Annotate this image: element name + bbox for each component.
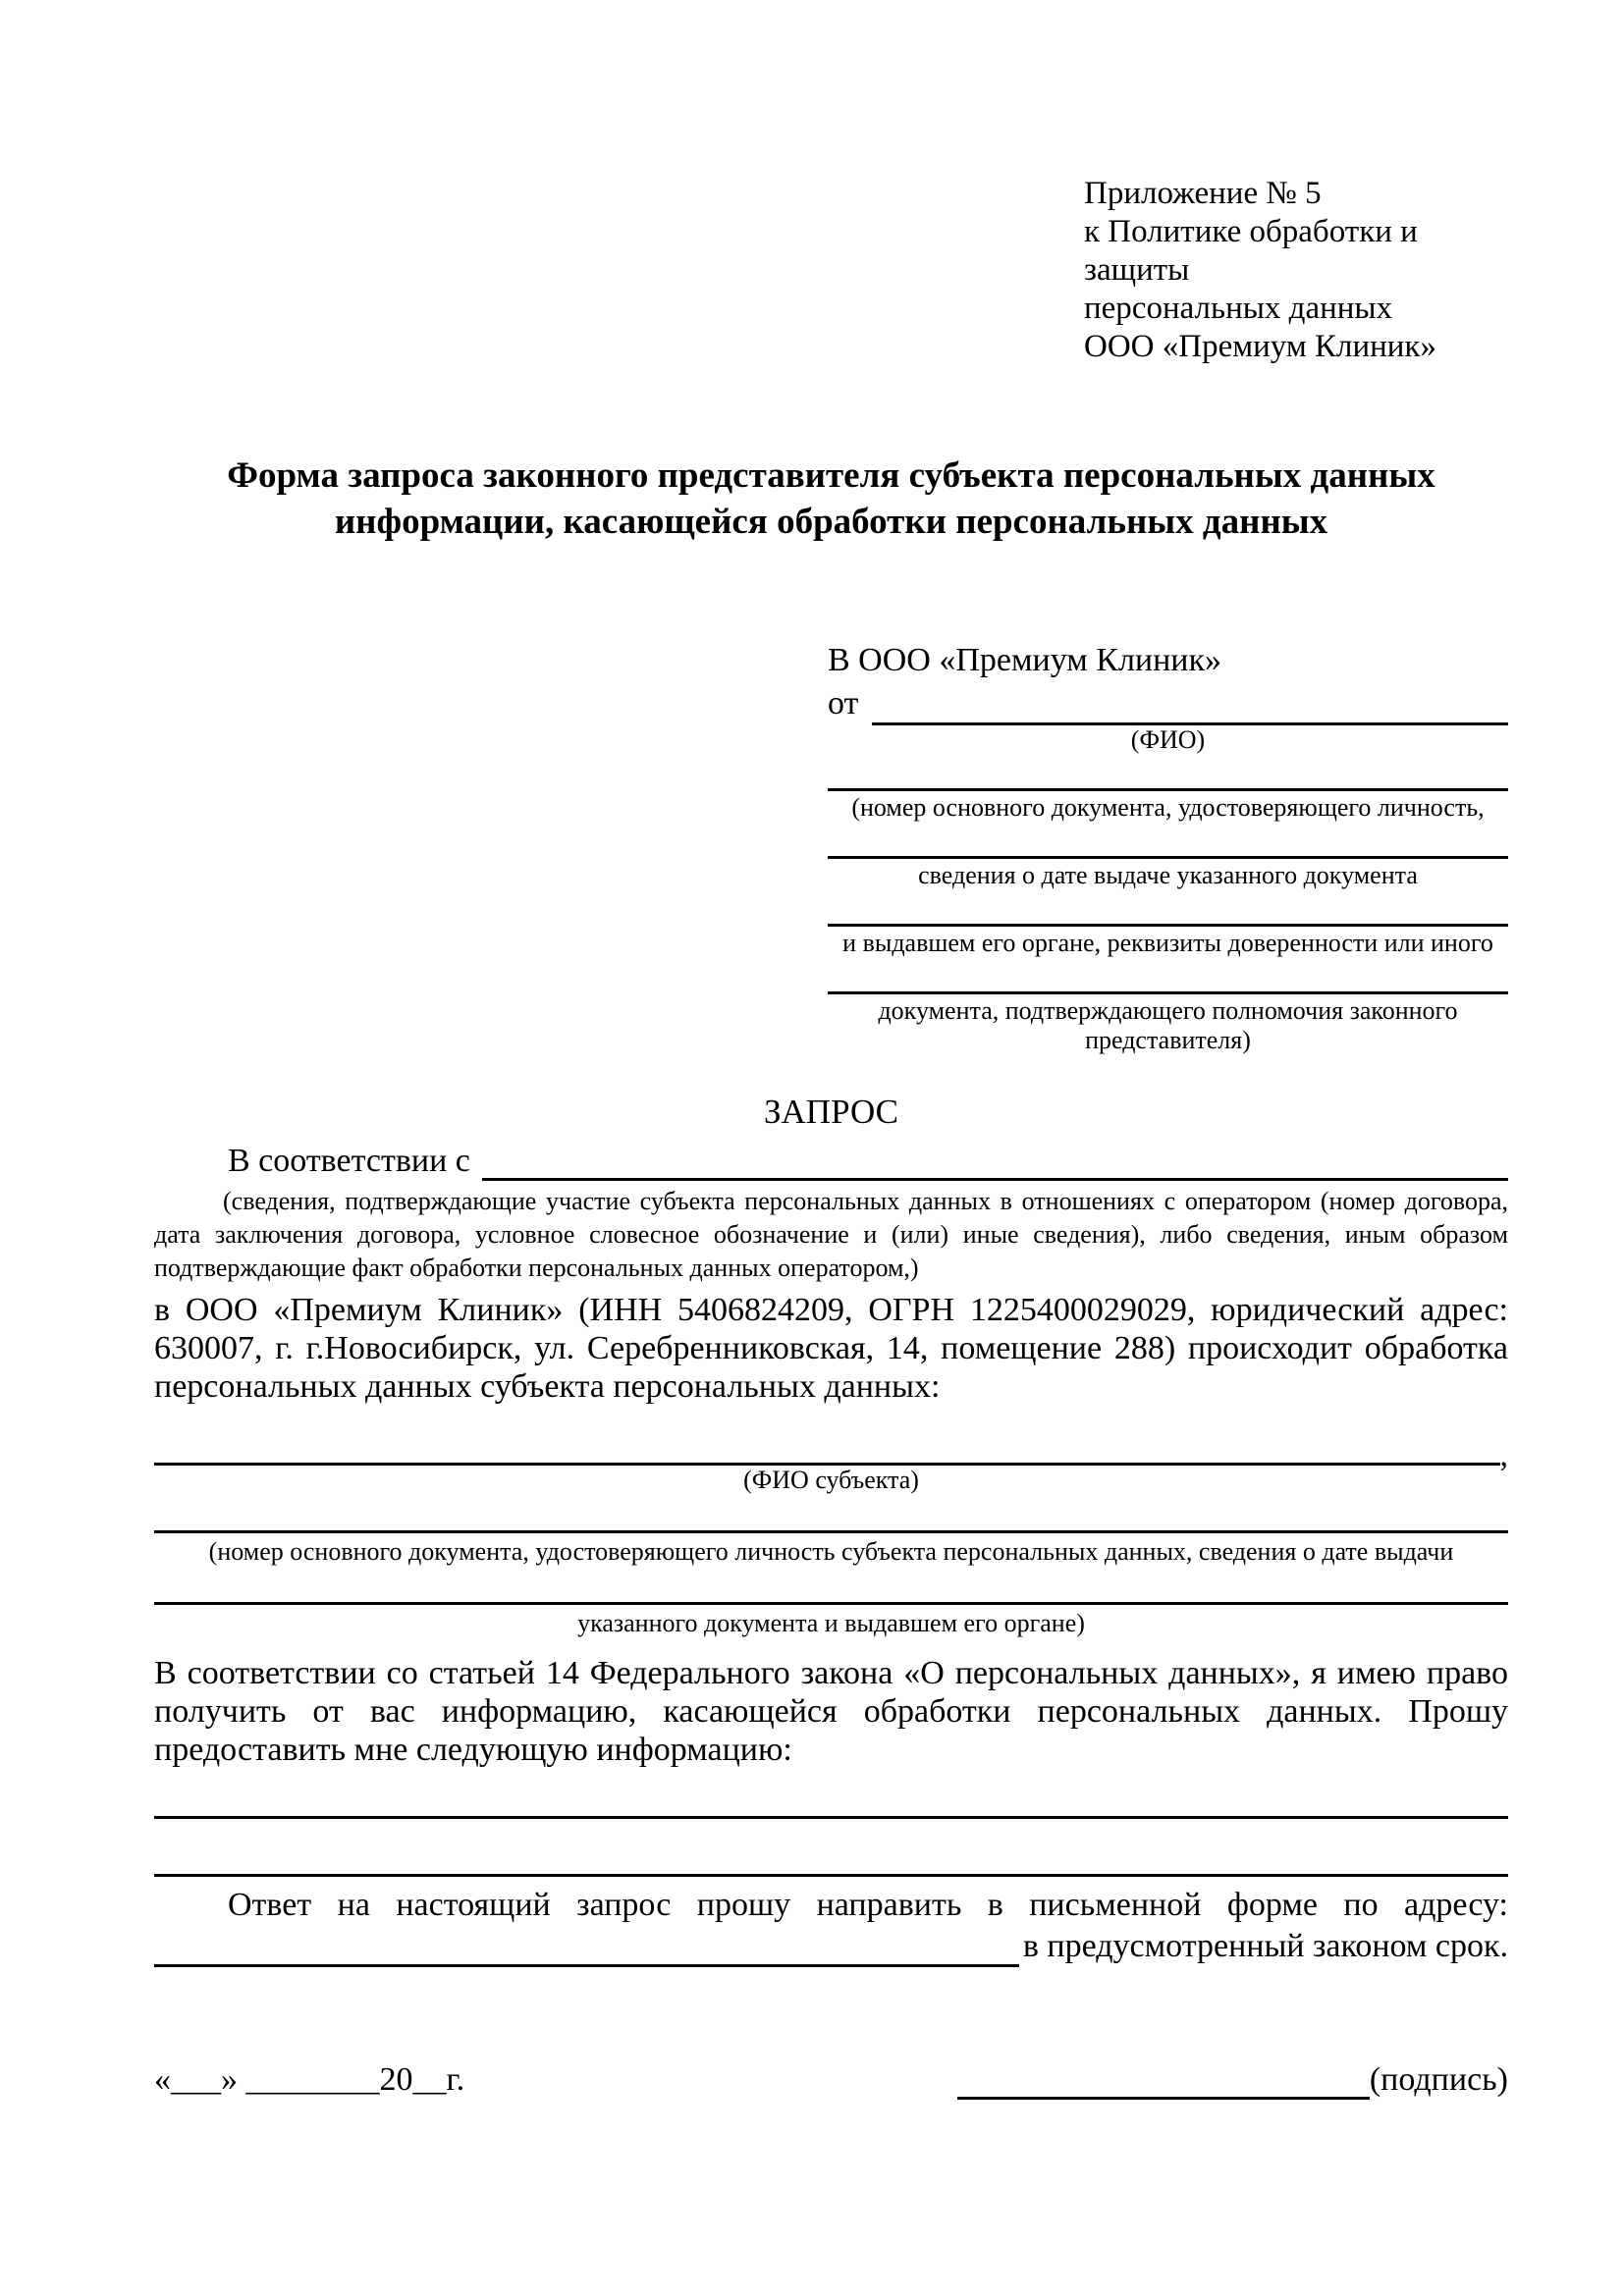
addressee-company: В ООО «Премиум Клиник» — [828, 642, 1222, 678]
signature-block — [957, 2060, 1508, 2100]
basis-blank-line — [482, 1145, 1508, 1181]
date-blank: «___» ________20__г. — [154, 2061, 465, 2098]
operator-paragraph: в ООО «Премиум Клиник» (ИНН 5406824209, ОГРН 1225400029029, юридический адрес: 630007, г. г.Новосибирск, ул. Серебренниковская, 14, помещение 288) происходит обработка персональных данных субъекта персональных данных: — [154, 1292, 1508, 1405]
basis-fine-print: (сведения, подтверждающие участие субъекта персональных данных в отношениях с оператором (номер договора, дата заключения договора, условное словесное обозначение и (или) иные сведения), либо сведения, иным образом подтверждающие факт обработки персональных данных оператором,) — [154, 1187, 1508, 1282]
appendix-header — [1084, 175, 1508, 366]
field-caption-3: и выдавшем его органе, реквизиты доверенности или иного — [842, 929, 1493, 957]
from-row — [828, 682, 1508, 725]
subject-document-caption-1: (номер основного документа, удостоверяющего личность субъекта персональных данных, сведения о дате выдачи — [208, 1537, 1454, 1566]
subject-fio-blank-line — [154, 1429, 1500, 1466]
subject-fio-row — [154, 1429, 1508, 1473]
response-deadline-text: в предусмотренный законом срок. — [1022, 1928, 1508, 1964]
response-address-line2 — [154, 1926, 1508, 1967]
field-caption-1: (номер основного документа, удостоверяющего личность, — [851, 793, 1485, 822]
representative-document-field — [828, 788, 1508, 823]
basis-prefix: В соответствии с — [228, 1143, 470, 1179]
response-address-line1: Ответ на настоящий запрос прошу направить в письменной форме по адресу: — [228, 1887, 1508, 1923]
subject-document-field — [154, 1596, 1508, 1638]
from-blank-line — [872, 689, 1508, 725]
subject-document-field — [154, 1524, 1508, 1567]
representative-document-field — [828, 924, 1508, 958]
document-title — [154, 453, 1508, 545]
footer-row — [154, 2060, 1508, 2100]
subject-document-blank-line — [154, 1524, 1508, 1533]
document-title-line2: информации, касающейся обработки персональных данных — [334, 502, 1328, 542]
info-blank-line-2 — [154, 1819, 1508, 1877]
subject-document-blank-line2 — [154, 1596, 1508, 1605]
info-blank-line-1 — [154, 1769, 1508, 1819]
signature-blank-line — [957, 2067, 1370, 2100]
appendix-company: ООО «Премиум Клиник» — [1084, 329, 1436, 364]
subject-fio-caption: (ФИО субъекта) — [743, 1466, 919, 1494]
from-label: от — [828, 685, 859, 721]
appendix-number: Приложение № 5 — [1084, 176, 1322, 211]
addressee-block — [828, 639, 1508, 1055]
address-blank-line — [154, 1931, 1019, 1967]
signature-caption: (подпись) — [1369, 2061, 1508, 2098]
field-caption-4: документа, подтверждающего полномочия законного представителя) — [878, 996, 1458, 1054]
field-caption-2: сведения о дате выдаче указанного документа — [918, 861, 1418, 889]
subject-document-caption-2: указанного документа и выдавшем его органе) — [577, 1609, 1085, 1637]
fio-caption: (ФИО) — [1130, 725, 1206, 754]
representative-document-field — [828, 991, 1508, 1055]
appendix-policy-line2: персональных данных — [1084, 291, 1393, 326]
document-title-line1: Форма запроса законного представителя субъекта персональных данных — [227, 455, 1435, 496]
representative-document-field — [828, 856, 1508, 890]
basis-row — [154, 1142, 1508, 1181]
subject-fio-comma: , — [1499, 1437, 1508, 1473]
appendix-policy-line: к Политике обработки и защиты — [1084, 214, 1418, 288]
request-heading: ЗАПРОС — [763, 1093, 899, 1131]
article14-paragraph: В соответствии со статьей 14 Федерального закона «О персональных данных», я имею право получить от вас информацию, касающейся обработки персональных данных. Прошу предоставить мне следующую информацию: — [154, 1655, 1508, 1768]
